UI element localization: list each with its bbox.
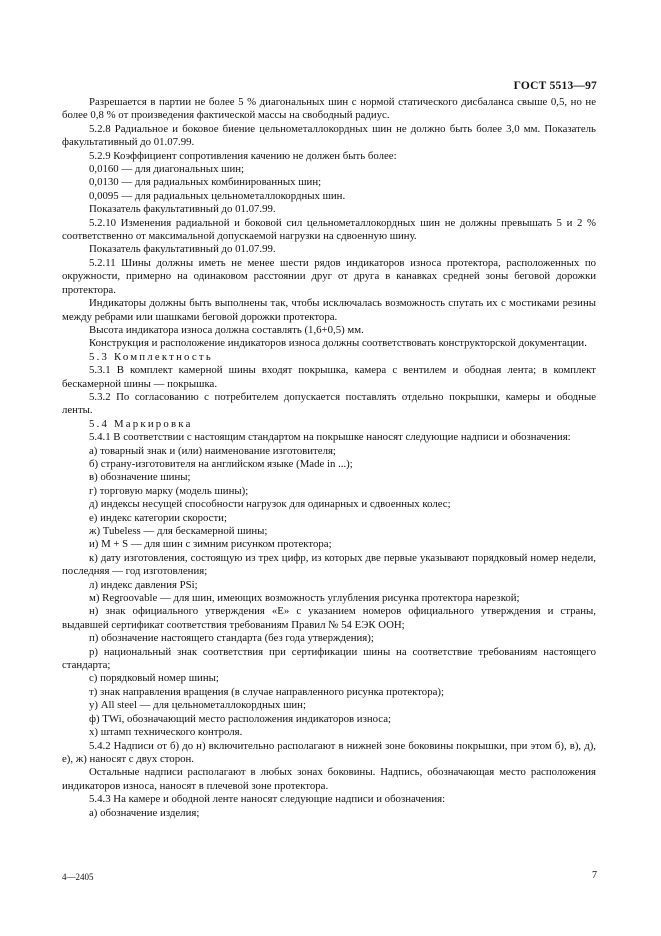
paragraph: 5.4.1 В соответствии с настоящим стандартом на покрышке наносят следующие надписи и обозначения: — [89, 431, 571, 444]
paragraph: 5.2.9 Коэффициент сопротивления качению не должен быть более: — [89, 149, 397, 162]
paragraph: Индикаторы должны быть выполнены так, чтобы исключалась возможность спутать их с мостиками резины между ребрами или шашками беговой дорожки протектора. — [62, 297, 596, 323]
paragraph: г) торговую марку (модель шины); — [89, 484, 249, 497]
paragraph: б) страну-изготовителя на английском языке (Made in ...); — [89, 457, 353, 470]
paragraph: 0,0095 — для радиальных цельнометаллокордных шин. — [89, 189, 346, 202]
paragraph: х) штамп технического контроля. — [89, 726, 243, 739]
paragraph: а) обозначение изделия; — [89, 806, 200, 819]
paragraph: 5.4 Маркировка — [89, 417, 193, 430]
paragraph: Остальные надписи располагают в любых зонах боковины. Надпись, обозначающая место расположения индикаторов износа, наносят в плечевой зоне протектора. — [62, 766, 596, 792]
paragraph: н) знак официального утверждения «Е» с указанием номеров официального утверждения и страны, выдавшей сертификат соответствия требованиям Правил № 54 ЕЭК ООН; — [62, 605, 596, 631]
paragraph: 5.3.1 В комплект камерной шины входят покрышка, камера с вентилем и ободная лента; в комплект бескамерной шины — покрышка. — [62, 364, 596, 390]
paragraph: т) знак направления вращения (в случае направленного рисунка протектора); — [89, 685, 444, 698]
paragraph: л) индекс давления PSi; — [89, 578, 198, 591]
paragraph: е) индекс категории скорости; — [89, 511, 227, 524]
paragraph: 5.2.10 Изменения радиальной и боковой сил цельнометаллокордных шин не должны превышать 5 и 2 % соответственно от максимальной допускаемой нагрузки на сдвоенную шину. — [62, 216, 596, 243]
paragraph: ж) Tubeless — для бескамерной шины; — [89, 525, 268, 537]
paragraph: м) Regroovable — для шин, имеющих возможность углубления рисунка протектора нарезкой; — [89, 592, 520, 605]
paragraph: д) индексы несущей способности нагрузок для одинарных и сдвоенных колес; — [89, 498, 451, 511]
paragraph: п) обозначение настоящего стандарта (без года утверждения); — [89, 632, 374, 645]
paragraph: 5.3 Комплектность — [89, 350, 213, 363]
paragraph: Показатель факультативный до 01.07.99. — [89, 243, 276, 256]
paragraph: Конструкция и расположение индикаторов износа должны соответствовать конструкторской документации. — [89, 337, 587, 350]
paragraph: а) товарный знак и (или) наименование изготовителя; — [89, 444, 336, 457]
paragraph: Показатель факультативный до 01.07.99. — [89, 203, 276, 216]
paragraph: с) порядковый номер шины; — [89, 672, 219, 685]
paragraph: 0,0130 — для радиальных комбинированных шин; — [89, 176, 322, 189]
paragraph: и) M + S — для шин с зимним рисунком протектора; — [89, 538, 332, 551]
paragraph: 0,0160 — для диагональных шин; — [89, 163, 245, 176]
paragraph: 5.2.8 Радиальное и боковое биение цельнометаллокордных шин не должно быть более 3,0 мм. Показатель факультативный до 01.07.99. — [62, 122, 596, 149]
print-code: 4—2405 — [62, 872, 94, 882]
paragraph: Разрешается в партии не более 5 % диагональных шин с нормой статического дисбаланса свыше 0,5, но не более 0,8 % от произведения фактической массы на свободный радиус. — [62, 96, 596, 122]
paragraph: к) дату изготовления, состоящую из трех цифр, из которых две первые указывают порядковый номер недели, последняя — год изготовления; — [62, 551, 596, 578]
paragraph: р) национальный знак соответствия при сертификации шины на соответствие требованиям настоящего стандарта; — [62, 645, 596, 672]
page-number: 7 — [592, 870, 597, 881]
paragraph: Высота индикатора износа должна составлять (1,6+0,5) мм. — [89, 323, 364, 336]
paragraph: в) обозначение шины; — [89, 471, 191, 484]
paragraph: 5.3.2 По согласованию с потребителем допускается поставлять отдельно покрышки, камеры и ободные ленты. — [62, 390, 596, 417]
paragraph: 5.4.2 Надписи от б) до н) включительно располагают в нижней зоне боковины покрышки, при этом б), в), д), е), ж) наносят с двух сторон. — [62, 739, 596, 765]
document-body — [62, 96, 596, 820]
paragraph: у) All steel — для цельнометаллокордных шин; — [89, 699, 306, 712]
paragraph: 5.4.3 На камере и ободной ленте наносят следующие надписи и обозначения: — [89, 793, 446, 806]
document-code: ГОСТ 5513—97 — [513, 80, 597, 92]
paragraph: ф) TWi, обозначающий место расположения индикаторов износа; — [89, 712, 392, 725]
paragraph: 5.2.11 Шины должны иметь не менее шести рядов индикаторов износа протектора, расположенных по окружности, примерно на одинаковом расстоянии друг от друга в канавках средней зоны беговой дорожки протектора. — [62, 256, 596, 296]
